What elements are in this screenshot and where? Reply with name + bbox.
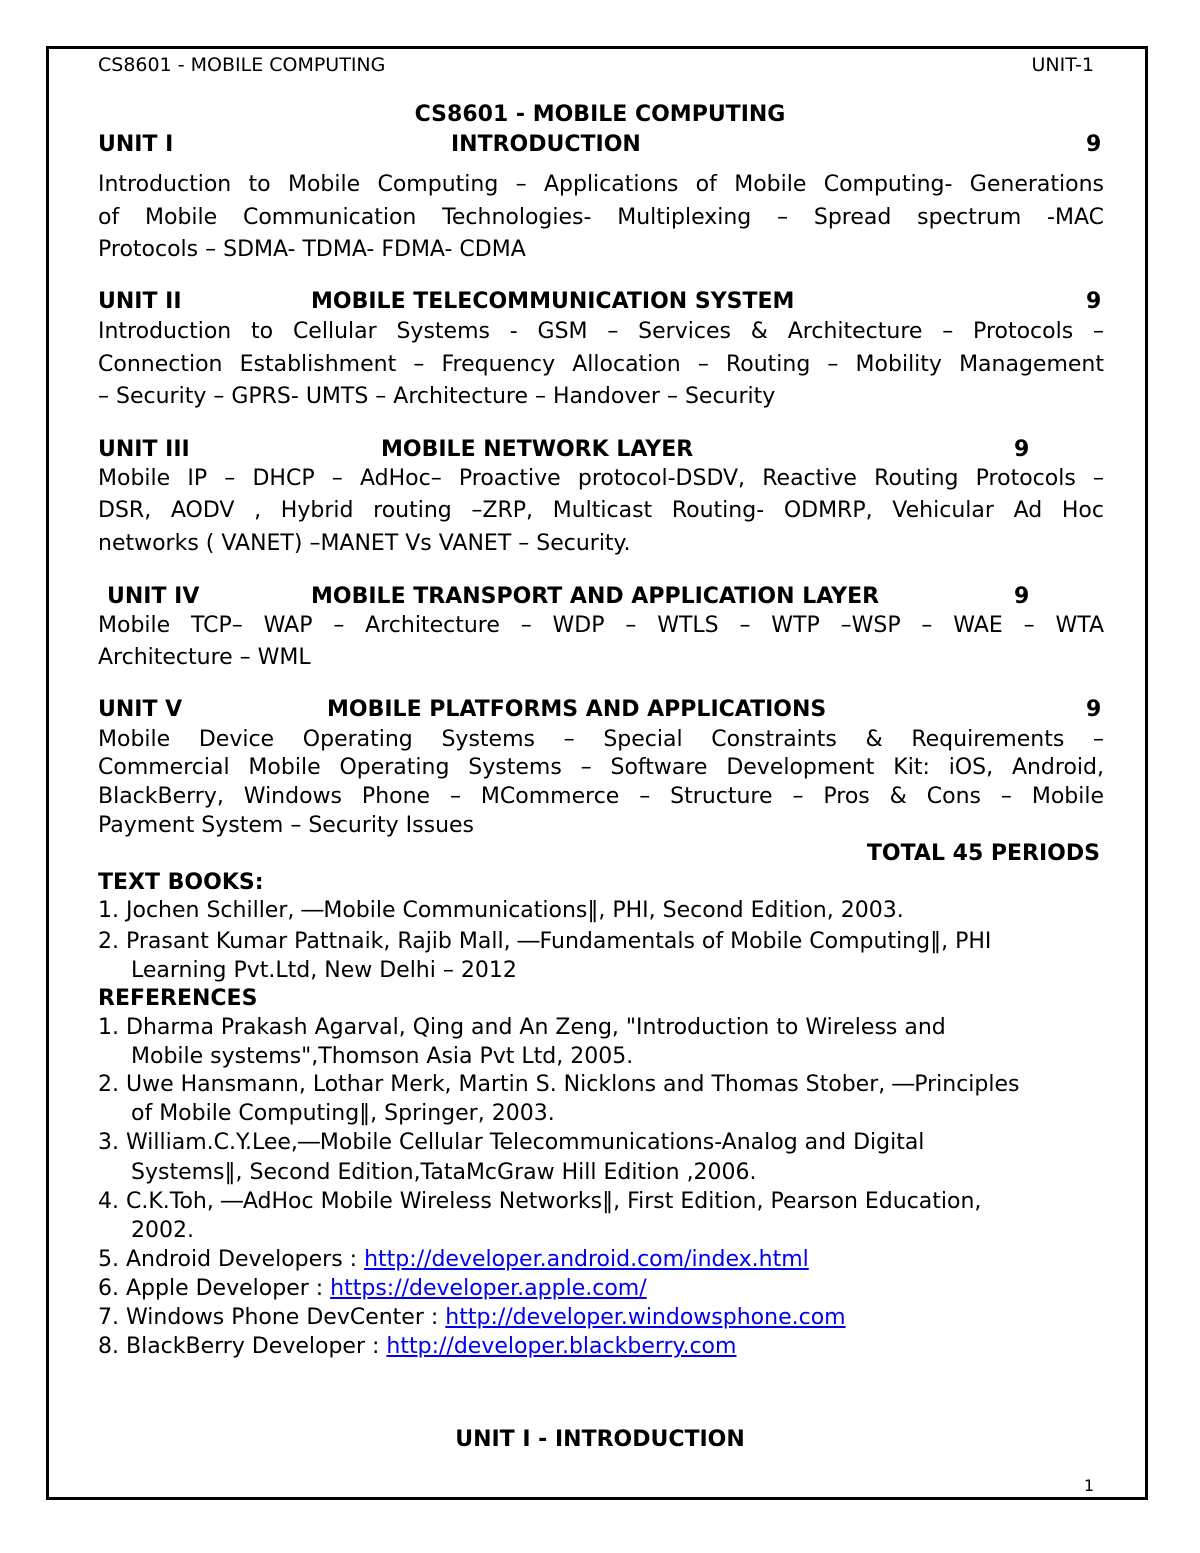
unit-1-line: Protocols – SDMA- TDMA- FDMA- CDMA (98, 237, 526, 262)
textbook-item (98, 929, 991, 954)
unit-2-line: Connection Establishment – Frequency Allocation – Routing – Mobility Management (98, 352, 1104, 377)
list-number: 3. (98, 1130, 119, 1155)
reference-item (98, 1247, 809, 1272)
unit-5-line: Mobile Device Operating Systems – Special Constraints & Requirements – (98, 727, 1104, 752)
unit-5-line: Commercial Mobile Operating Systems – Software Development Kit: iOS, Android, (98, 755, 1104, 780)
unit-1-label: UNIT I (98, 132, 174, 157)
unit-2-hours: 9 (1086, 289, 1102, 314)
reference-item (98, 1305, 846, 1330)
unit-5-hours: 9 (1086, 697, 1102, 722)
page-number: 1 (1083, 1476, 1094, 1495)
next-section-heading: UNIT I - INTRODUCTION (455, 1427, 745, 1452)
reference-text: Dharma Prakash Agarval, Qing and An Zeng, "Introduction to Wireless and (126, 1015, 946, 1040)
reference-continuation: Systems‖, Second Edition,TataMcGraw Hill Edition ,2006. (131, 1160, 757, 1185)
list-number: 4. (98, 1189, 119, 1214)
reference-continuation: of Mobile Computing‖, Springer, 2003. (131, 1101, 555, 1126)
reference-continuation: Mobile systems",Thomson Asia Pvt Ltd, 2005. (131, 1044, 634, 1069)
unit-4-heading: MOBILE TRANSPORT AND APPLICATION LAYER (311, 584, 880, 609)
list-number: 1. (98, 1015, 119, 1040)
document-title: CS8601 - MOBILE COMPUTING (414, 102, 786, 127)
reference-item (98, 1072, 1020, 1097)
unit-4-line: Architecture – WML (98, 645, 311, 670)
running-header-left: CS8601 - MOBILE COMPUTING (98, 54, 386, 76)
reference-text: BlackBerry Developer : (126, 1334, 387, 1359)
unit-1-line: Introduction to Mobile Computing – Applications of Mobile Computing- Generations (98, 172, 1104, 197)
reference-text: C.K.Toh, ―AdHoc Mobile Wireless Networks‖, First Edition, Pearson Education, (126, 1189, 982, 1214)
windows-phone-devcenter-link[interactable]: http://developer.windowsphone.com (445, 1305, 846, 1330)
textbooks-heading: TEXT BOOKS: (98, 870, 264, 895)
list-number: 7. (98, 1305, 119, 1330)
list-number: 2. (98, 1072, 119, 1097)
unit-1-line: of Mobile Communication Technologies- Multiplexing – Spread spectrum -MAC (98, 205, 1104, 230)
list-number: 2. (98, 929, 119, 954)
unit-4-hours: 9 (1014, 584, 1030, 609)
reference-item (98, 1334, 736, 1359)
textbook-text: Prasant Kumar Pattnaik, Rajib Mall, ―Fundamentals of Mobile Computing‖, PHI (126, 929, 992, 954)
textbook-item (98, 898, 904, 923)
unit-3-line: networks ( VANET) –MANET Vs VANET – Security. (98, 531, 631, 556)
blackberry-developer-link[interactable]: http://developer.blackberry.com (386, 1334, 737, 1359)
references-heading: REFERENCES (98, 986, 258, 1011)
reference-continuation: 2002. (131, 1218, 194, 1243)
unit-1-hours: 9 (1086, 132, 1102, 157)
unit-1-heading: INTRODUCTION (451, 132, 641, 157)
list-number: 6. (98, 1276, 119, 1301)
unit-2-line: – Security – GPRS- UMTS – Architecture – Handover – Security (98, 384, 776, 409)
unit-3-label: UNIT III (98, 437, 190, 462)
unit-2-label: UNIT II (98, 289, 182, 314)
apple-developer-link[interactable]: https://developer.apple.com/ (330, 1276, 647, 1301)
reference-text: Apple Developer : (126, 1276, 331, 1301)
running-header-right: UNIT-1 (1031, 54, 1094, 76)
reference-text: Android Developers : (126, 1247, 365, 1272)
unit-5-line: Payment System – Security Issues (98, 813, 475, 838)
list-number: 8. (98, 1334, 119, 1359)
unit-4-line: Mobile TCP– WAP – Architecture – WDP – WTLS – WTP –WSP – WAE – WTA (98, 613, 1104, 638)
unit-2-heading: MOBILE TELECOMMUNICATION SYSTEM (311, 289, 795, 314)
reference-text: Uwe Hansmann, Lothar Merk, Martin S. Nicklons and Thomas Stober, ―Principles (126, 1072, 1020, 1097)
unit-4-label: UNIT IV (107, 584, 200, 609)
unit-3-line: DSR, AODV , Hybrid routing –ZRP, Multicast Routing- ODMRP, Vehicular Ad Hoc (98, 498, 1104, 523)
total-periods: TOTAL 45 PERIODS (866, 841, 1100, 866)
unit-3-hours: 9 (1014, 437, 1030, 462)
unit-5-label: UNIT V (98, 697, 183, 722)
reference-item (98, 1015, 946, 1040)
reference-item (98, 1276, 647, 1301)
reference-item (98, 1189, 981, 1214)
android-developers-link[interactable]: http://developer.android.com/index.html (364, 1247, 809, 1272)
reference-text: Windows Phone DevCenter : (126, 1305, 446, 1330)
reference-text: William.C.Y.Lee,―Mobile Cellular Telecommunications-Analog and Digital (126, 1130, 925, 1155)
list-number: 1. (98, 898, 119, 923)
unit-5-line: BlackBerry, Windows Phone – MCommerce – Structure – Pros & Cons – Mobile (98, 784, 1104, 809)
unit-3-heading: MOBILE NETWORK LAYER (381, 437, 694, 462)
textbook-continuation: Learning Pvt.Ltd, New Delhi – 2012 (131, 958, 517, 983)
unit-3-line: Mobile IP – DHCP – AdHoc– Proactive protocol-DSDV, Reactive Routing Protocols – (98, 466, 1104, 491)
list-number: 5. (98, 1247, 119, 1272)
reference-item (98, 1130, 924, 1155)
textbook-text: Jochen Schiller, ―Mobile Communications‖, PHI, Second Edition, 2003. (126, 898, 904, 923)
unit-5-heading: MOBILE PLATFORMS AND APPLICATIONS (327, 697, 827, 722)
unit-2-line: Introduction to Cellular Systems - GSM – Services & Architecture – Protocols – (98, 319, 1104, 344)
